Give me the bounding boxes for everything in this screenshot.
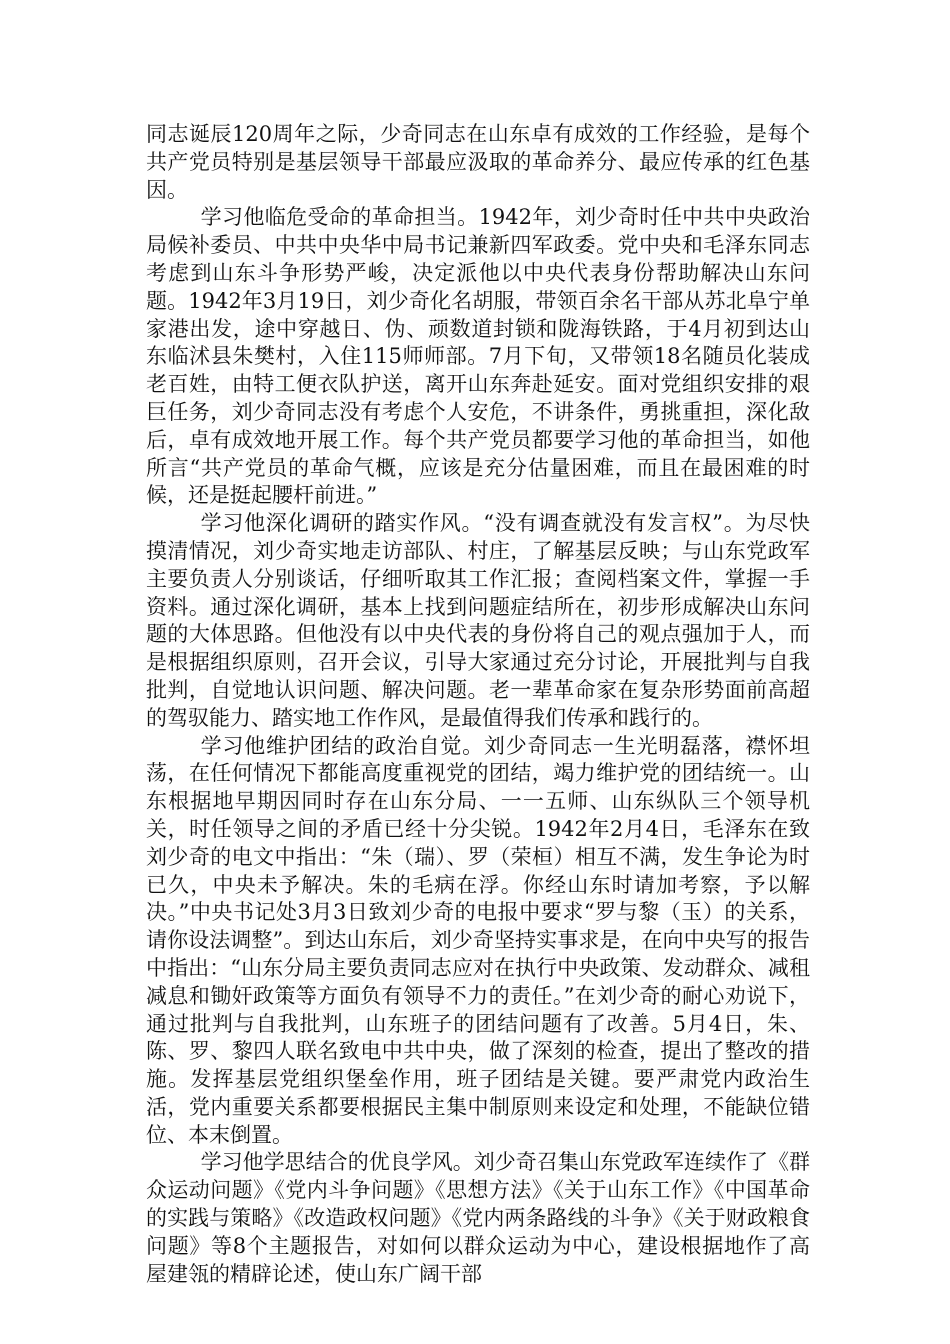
paragraph-study-style: 学习他学思结合的优良学风。刘少奇召集山东党政军连续作了《群众运动问题》《党内斗争问题》《思想方法》《关于山东工作》《中国革命的实践与策略》《改造政权问题》《党内两条路线的斗争》《关于财政粮食问题》等8个主题报告，对如何以群众运动为中心，建设根据地作了高屋建瓴的精辟论述，使山东广阔干部 <box>146 1150 810 1286</box>
paragraph-intro-continuation: 同志诞辰120周年之际，少奇同志在山东卓有成效的工作经验，是每个共产党员特别是基层领导干部最应汲取的革命养分、最应传承的红色基因。 <box>146 122 810 202</box>
document-body <box>146 121 810 1288</box>
paragraph-revolutionary-responsibility: 学习他临危受命的革命担当。1942年，刘少奇时任中共中央政治局候补委员、中共中央华中局书记兼新四军政委。党中央和毛泽东同志考虑到山东斗争形势严峻，决定派他以中央代表身份帮助解决山东问题。1942年3月19日，刘少奇化名胡服，带领百余名干部从苏北阜宁单家港出发，途中穿越日、伪、顽数道封锁和陇海铁路，于4月初到达山东临沭县朱樊村，入住115师师部。7月下旬，又带领18名随员化装成老百姓，由特工便衣队护送，离开山东奔赴延安。面对党组织安排的艰巨任务，刘少奇同志没有考虑个人安危，不讲条件，勇挑重担，深化敌后，卓有成效地开展工作。每个共产党员都要学习他的革命担当，如他所言“共产党员的革命气概，应该是充分估量困难，而且在最困难的时候，还是挺起腰杆前进。” <box>146 205 810 508</box>
paragraph-investigation-style: 学习他深化调研的踏实作风。“没有调查就没有发言权”。为尽快摸清情况，刘少奇实地走访部队、村庄，了解基层反映；与山东党政军主要负责人分别谈话，仔细听取其工作汇报；查阅档案文件，掌握一手资料。通过深化调研，基本上找到问题症结所在，初步形成解决山东问题的大体思路。但他没有以中央代表的身份将自己的观点强加于人，而是根据组织原则，召开会议，引导大家通过充分讨论，开展批判与自我批判，自觉地认识问题、解决问题。老一辈革命家在复杂形势面前高超的驾驭能力、踏实地工作作风，是最值得我们传承和践行的。 <box>146 511 810 730</box>
paragraph-political-unity: 学习他维护团结的政治自觉。刘少奇同志一生光明磊落，襟怀坦荡，在任何情况下都能高度重视党的团结，竭力维护党的团结统一。山东根据地早期因同时存在山东分局、一一五师、山东纵队三个领导机关，时任领导之间的矛盾已经十分尖锐。1942年2月4日，毛泽东在致刘少奇的电文中指出：“朱（瑞）、罗（荣桓）相互不满，发生争论为时已久，中央未予解决。朱的毛病在浮。你经山东时请加考察，予以解决。”中央书记处3月3日致刘少奇的电报中要求“罗与黎（玉）的关系，请你设法调整”。到达山东后，刘少奇坚持实事求是，在向中央写的报告中指出：“山东分局主要负责同志应对在执行中央政策、发动群众、减租减息和锄奸政策等方面负有领导不力的责任。”在刘少奇的耐心劝说下，通过批判与自我批判，山东班子的团结问题有了改善。5月4日，朱、陈、罗、黎四人联名致电中共中央，做了深刻的检查，提出了整改的措施。发挥基层党组织堡垒作用，班子团结是关键。要严肃党内政治生活，党内重要关系都要根据民主集中制原则来设定和处理，不能缺位错位、本末倒置。 <box>146 733 810 1147</box>
